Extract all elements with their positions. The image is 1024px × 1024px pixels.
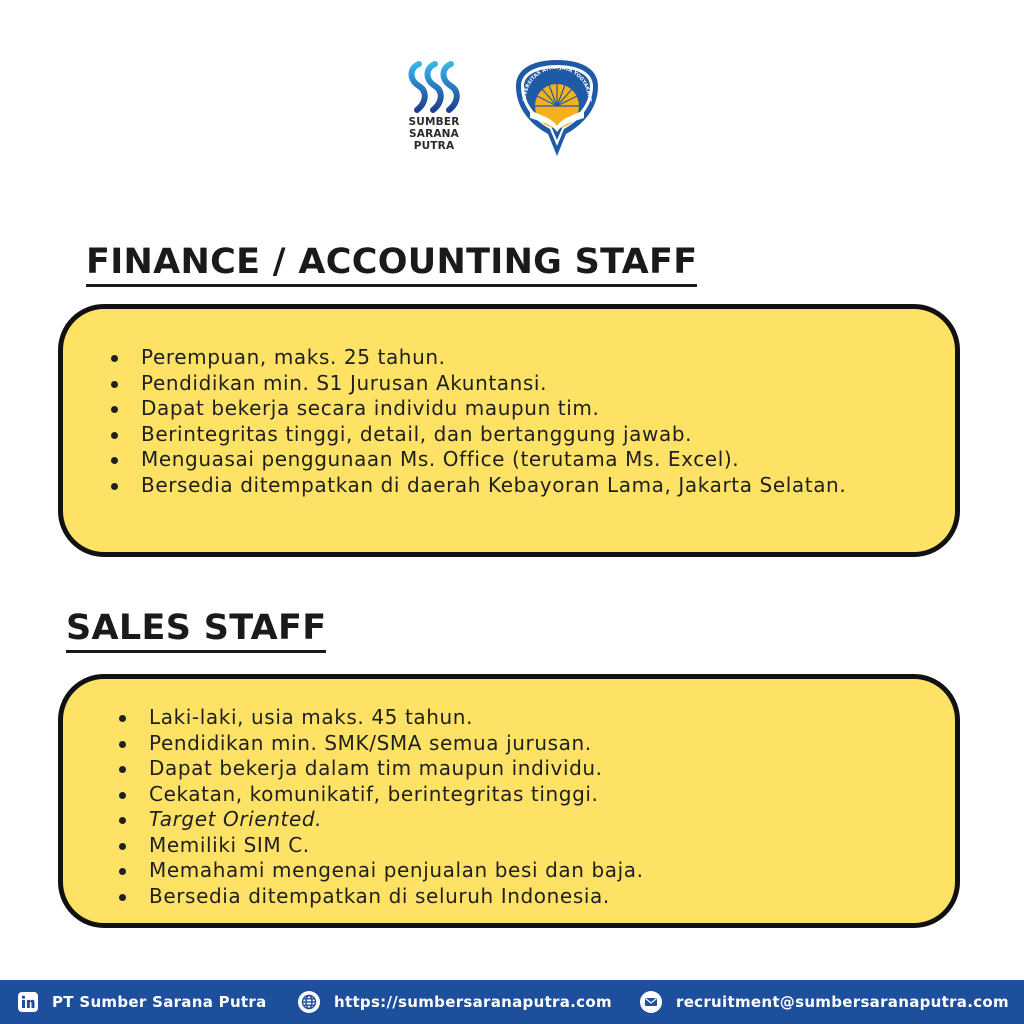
finance-requirement-item: Pendidikan min. S1 Jurusan Akuntansi.: [107, 371, 887, 397]
mail-icon: [640, 991, 662, 1013]
sales-requirement-item: Dapat bekerja dalam tim maupun individu.: [115, 756, 895, 782]
sales-requirement-item: Memahami mengenai penjualan besi dan baja.: [115, 858, 895, 884]
finance-job-title: FINANCE / ACCOUNTING STAFF: [86, 240, 697, 287]
footer-linkedin-text: PT Sumber Sarana Putra: [52, 993, 267, 1011]
footer-email-text: recruitment@sumbersaranaputra.com: [676, 993, 1009, 1011]
atma-jaya-logo: [512, 56, 602, 164]
finance-requirement-item: Perempuan, maks. 25 tahun.: [107, 345, 887, 371]
sales-requirement-item: Memiliki SIM C.: [115, 833, 895, 859]
finance-requirement-item: Menguasai penggunaan Ms. Office (terutama Ms. Excel).: [107, 447, 887, 473]
finance-requirement-item: Bersedia ditempatkan di daerah Kebayoran Lama, Jakarta Selatan.: [107, 473, 887, 499]
sales-job-title: SALES STAFF: [66, 606, 326, 653]
sales-requirement-item: Bersedia ditempatkan di seluruh Indonesia.: [115, 884, 895, 910]
footer-website-text: https://sumbersaranaputra.com: [334, 993, 612, 1011]
sales-requirement-item: Cekatan, komunikatif, berintegritas tinggi.: [115, 782, 895, 808]
globe-icon: [298, 991, 320, 1013]
footer-linkedin[interactable]: [18, 980, 267, 1024]
footer-email[interactable]: [640, 980, 1009, 1024]
linkedin-icon: [18, 992, 38, 1012]
sales-requirement-item: Pendidikan min. SMK/SMA semua jurusan.: [115, 731, 895, 757]
sumber-sarana-putra-logo: [386, 60, 482, 152]
finance-requirement-item: Dapat bekerja secara individu maupun tim.: [107, 396, 887, 422]
finance-requirements-box: [58, 304, 960, 557]
ssp-wave-icon: [405, 60, 463, 116]
contact-footer: [0, 980, 1024, 1024]
uajy-arc-text: NIVERSITAS ATMA JAYA YOGYAKART: [521, 64, 593, 102]
sales-requirement-item: Laki-laki, usia maks. 45 tahun.: [115, 705, 895, 731]
ssp-name-line2: PUTRA: [413, 140, 455, 152]
sales-requirements-box: [58, 674, 960, 928]
finance-requirement-item: Berintegritas tinggi, detail, dan bertanggung jawab.: [107, 422, 887, 448]
ssp-name-line1: SUMBER SARANA: [408, 116, 460, 140]
header-logos: [0, 56, 1024, 166]
footer-website[interactable]: [298, 980, 612, 1024]
finance-requirements-list: [107, 345, 887, 498]
sales-requirement-item: Target Oriented.: [115, 807, 895, 833]
sales-requirements-list: [115, 705, 895, 909]
